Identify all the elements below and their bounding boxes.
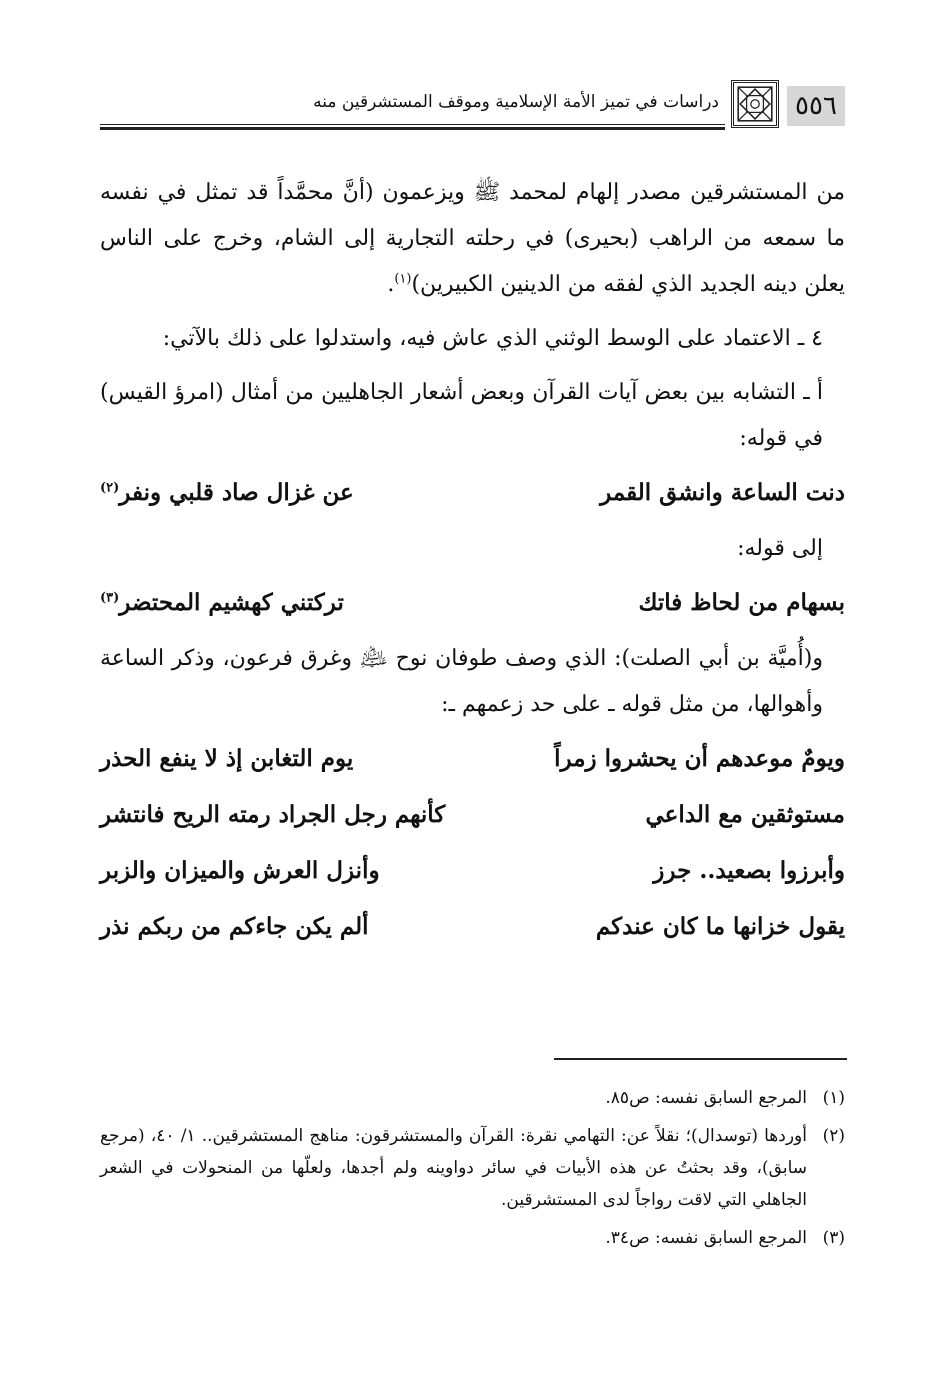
page-header	[100, 80, 845, 130]
verse-line	[100, 470, 845, 516]
verse-line	[100, 792, 845, 838]
verse-line	[100, 736, 845, 782]
verse-first-hemistich: وأبرزوا بصعيد.. جرز	[653, 857, 845, 884]
paragraph-end: .	[387, 272, 395, 297]
footnote-separator	[554, 1058, 847, 1060]
verse-first-hemistich: دنت الساعة وانشق القمر	[600, 479, 845, 506]
verse-first-hemistich: يقول خزانها ما كان عندكم	[595, 913, 845, 940]
verse-second-hemistich	[100, 580, 344, 626]
footnote-mark: (١)	[822, 1088, 845, 1108]
footnote-item	[100, 1120, 845, 1216]
verse-line	[100, 904, 845, 950]
footnotes	[100, 1082, 845, 1260]
verse-second-hemistich: ألم يكن جاءكم من ربكم نذر	[100, 913, 369, 940]
footnote-text: المرجع السابق نفسه: ص٣٤.	[605, 1228, 807, 1248]
main-text	[100, 170, 845, 960]
footnote-text: المرجع السابق نفسه: ص٨٥.	[605, 1088, 807, 1108]
page-number: ٥٥٦	[787, 86, 845, 126]
verse-second-hemistich: كأنهم رجل الجراد رمته الريح فانتشر	[100, 801, 446, 828]
footnote-ref: (٣)	[100, 590, 120, 606]
verse-first-hemistich: مستوثقين مع الداعي	[645, 801, 845, 828]
geometric-ornament-icon	[731, 80, 779, 128]
verse-line	[100, 580, 845, 626]
verse-second-hemistich: يوم التغابن إذ لا ينفع الحذر	[100, 745, 354, 772]
footnote-mark: (٢)	[822, 1126, 845, 1146]
footnote-text: أوردها (توسدال)؛ نقلاً عن: التهامي نقرة: القرآن والمستشرقون: مناهج المستشرقين.. ١/ ٤٠، (مرجع سابق)، وقد بحثتُ عن هذه الأبيات في سائر دواوينه ولم أجدها، ولعلّها من المنحولات في الشعر الجاهلي التي لاقت رواجاً لدى المستشرقين.	[100, 1126, 807, 1210]
footnote-mark: (٣)	[822, 1228, 845, 1248]
footnote-ref: (١)	[394, 271, 412, 287]
paragraph: ٤ ـ الاعتماد على الوسط الوثني الذي عاش فيه، واستدلوا على ذلك بالآتي:	[162, 326, 823, 351]
verse-first-hemistich: ويومٌ موعدهم أن يحشروا زمراً	[554, 745, 845, 772]
footnote-item	[100, 1082, 845, 1114]
paragraph: إلى قوله:	[737, 536, 823, 561]
verse-line	[100, 848, 845, 894]
header-rule	[100, 127, 725, 130]
running-title: دراسات في تميز الأمة الإسلامية وموقف المستشرقين منه	[313, 92, 719, 112]
paragraph-text: من المستشرقين مصدر إلهام لمحمد ﷺ ويزعمون (أنَّ محمَّداً قد تمثل في نفسه ما سمعه من الراهب (بحيرى) في رحلته التجارية إلى الشام، وخرج على الناس يعلن دينه الجديد الذي لفقه من الدينين الكبيرين)	[100, 180, 845, 297]
verse-text: تركتني كهشيم المحتضر	[119, 589, 344, 616]
paragraph	[100, 170, 845, 308]
header-rule-thin	[100, 124, 725, 125]
verse-second-hemistich: وأنزل العرش والميزان والزبر	[100, 857, 380, 884]
footnote-ref: (٢)	[100, 480, 120, 496]
verse-first-hemistich: بسهام من لحاظ فاتك	[638, 589, 845, 616]
verse-second-hemistich	[100, 470, 354, 516]
paragraph: أ ـ التشابه بين بعض آيات القرآن وبعض أشعار الجاهليين من أمثال (امرؤ القيس) في قوله:	[100, 380, 823, 451]
footnote-item	[100, 1222, 845, 1254]
paragraph: و(أُميَّة بن أبي الصلت): الذي وصف طوفان نوح ﵇ وغرق فرعون، وذكر الساعة وأهوالها، من مثل قوله ـ على حد زعمهم ـ:	[100, 646, 823, 717]
verse-text: عن غزال صاد قلبي ونفر	[119, 479, 354, 506]
